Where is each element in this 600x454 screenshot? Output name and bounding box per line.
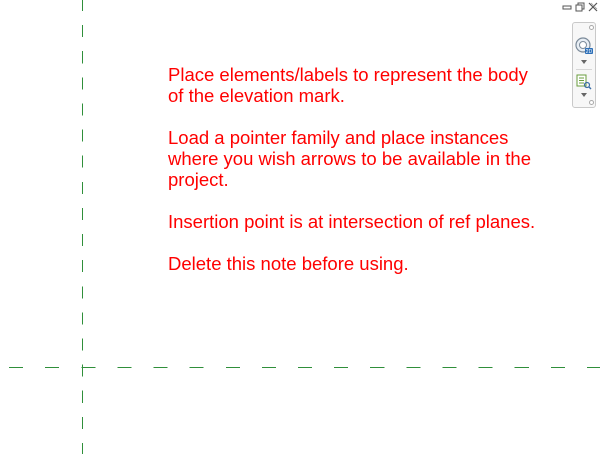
close-button[interactable] xyxy=(588,2,598,12)
restore-icon xyxy=(575,2,585,12)
steering-wheel-menu-button[interactable] xyxy=(573,58,595,66)
zoom-region-button[interactable] xyxy=(573,73,595,91)
dropdown-arrow-icon xyxy=(580,92,588,98)
close-icon xyxy=(588,2,598,12)
svg-text:2D: 2D xyxy=(585,49,593,55)
note-line-pointer: Load a pointer family and place instances where you wish arrows to be available in the project. xyxy=(168,127,531,190)
horizontal-reference-plane[interactable] xyxy=(0,367,600,368)
nav-bar-separator xyxy=(576,69,592,70)
view-window-controls xyxy=(562,1,598,13)
nav-bar-top-handle-icon[interactable] xyxy=(589,25,594,30)
nav-bar-options-handle-icon[interactable] xyxy=(589,100,594,105)
note-line-body: Place elements/labels to represent the body of the elevation mark. xyxy=(168,64,528,106)
steering-wheel-button[interactable] xyxy=(573,35,595,57)
dropdown-arrow-icon xyxy=(580,59,588,65)
zoom-region-icon xyxy=(576,74,592,90)
vertical-reference-plane[interactable] xyxy=(82,0,83,454)
navigation-bar xyxy=(572,22,596,108)
note-line-delete: Delete this note before using. xyxy=(168,253,409,274)
note-line-insertion: Insertion point is at intersection of ref planes. xyxy=(168,211,536,232)
minimize-button[interactable] xyxy=(562,2,572,12)
zoom-menu-button[interactable] xyxy=(573,91,595,99)
minimize-icon xyxy=(562,2,572,12)
steering-wheel-icon xyxy=(574,36,594,56)
restore-button[interactable] xyxy=(575,2,585,12)
instruction-note[interactable] xyxy=(168,64,548,295)
